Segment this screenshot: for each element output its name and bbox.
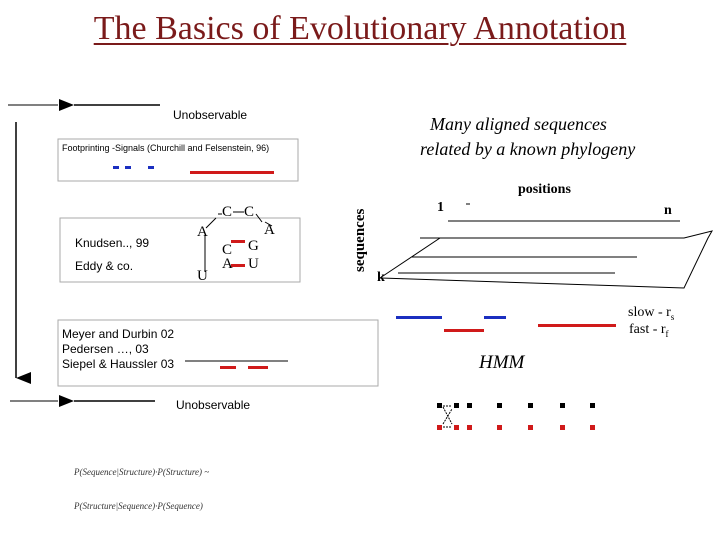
rna-a2: A [264,222,275,238]
slow-label: slow - $r_s$ [628,305,675,322]
position-end-label: n [664,203,672,218]
rna-red-bar-2 [231,264,245,267]
fast-label: fast - $r_f$ [629,322,669,339]
meyer-line-1: Meyer and Durbin 02 [62,327,175,341]
rna-u1: U [248,256,259,272]
meyer-line-3: Siepel & Haussler 03 [62,357,175,371]
eddy-label: Eddy & co. [75,259,134,273]
rna-a1: A [197,224,208,240]
hmm-label: HMM [479,352,525,373]
fp-blue-dash-1 [113,166,119,169]
many-aligned-line-2: related by a known phylogeny [420,139,636,159]
fast-bar-2 [538,324,616,327]
fp-blue-dash-2 [125,166,131,169]
formula-line-1: P(Sequence|Structure)·P(Structure) ~ [74,467,210,477]
rna-c3: C [222,242,233,258]
slow-bar-2 [484,316,506,319]
slow-bar-1 [396,316,442,319]
knudsen-label: Knudsen.., 99 [75,236,150,250]
rna-c2: C [244,204,255,220]
many-aligned-line-1: Many aligned sequences [430,114,607,134]
rna-a3: A [222,256,233,272]
sequence-end-label: k [377,270,385,285]
meyer-red-bar-1 [220,366,236,369]
unobservable-top-label: Unobservable [173,108,248,122]
rna-u2: U [197,268,208,284]
sequences-label: sequences [352,208,368,272]
rna-c1: C [222,204,233,220]
fp-red-bar [190,171,274,174]
hmm-bottom-row [437,425,595,430]
footprinting-label: Footprinting -Signals (Churchill and Felsenstein, 96) [62,143,270,153]
meyer-line-2: Pedersen …, 03 [62,342,149,356]
page-title: The Basics of Evolutionary Annotation [93,10,627,47]
fp-blue-dash-3 [148,166,154,169]
position-start-label: 1 [437,200,444,215]
fast-bar-1 [444,329,484,332]
rna-g: G [248,238,259,254]
rna-red-bar-1 [231,240,245,243]
positions-label: positions [518,182,571,197]
unobservable-bottom-label: Unobservable [176,398,251,412]
formula-line-2: P(Structure|Sequence)·P(Sequence) [74,501,203,511]
phylogeny-outline [380,231,712,288]
hmm-top-row [437,403,595,408]
hmm-transitions [443,406,452,427]
meyer-red-bar-2 [248,366,268,369]
